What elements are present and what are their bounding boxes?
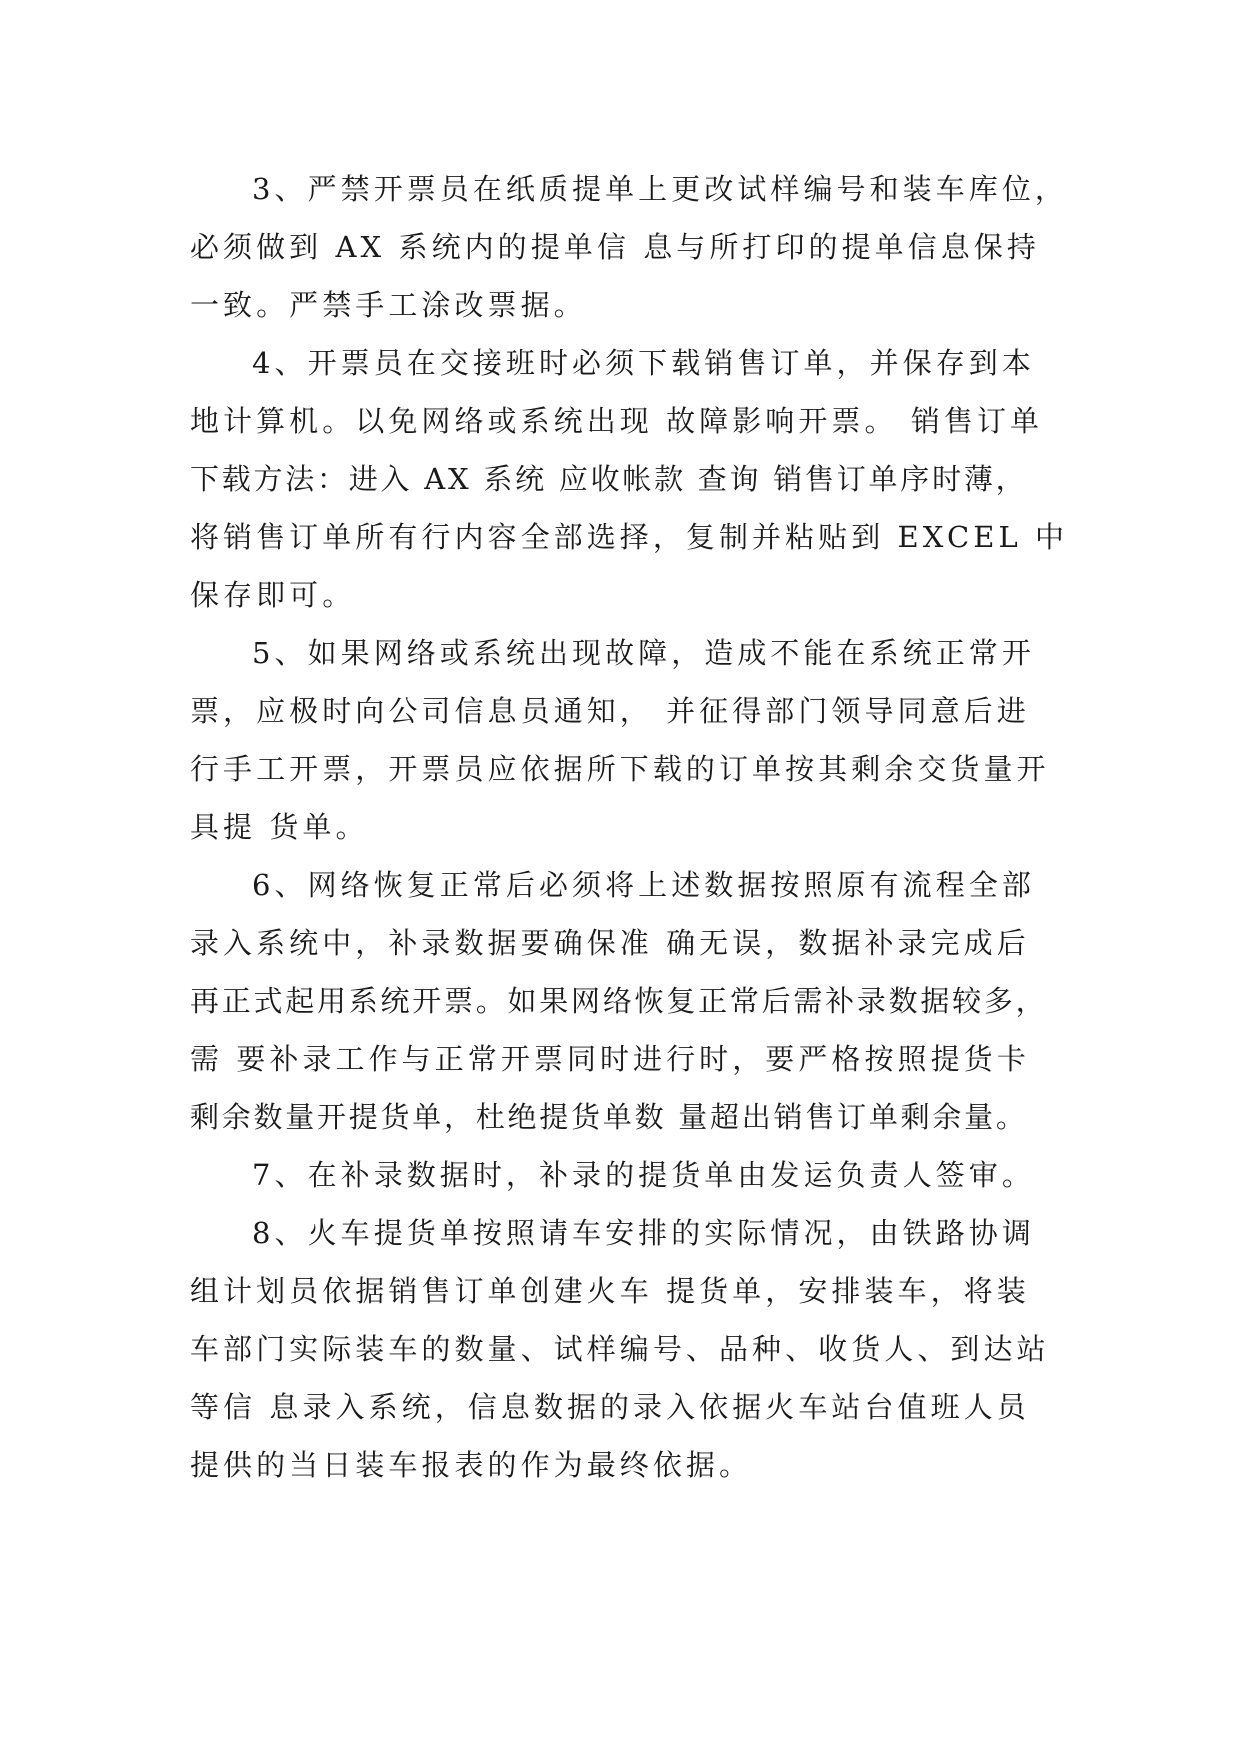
text-line: 下载方法：进入 AX 系统 应收帐款 查询 销售订单序时薄，	[190, 462, 1028, 496]
paragraph-3	[190, 160, 1070, 334]
text-line: 票，应极时向公司信息员通知， 并征得部门领导同意后进	[190, 694, 1030, 728]
text-line: 4、开票员在交接班时必须下载销售订单，并保存到本	[252, 346, 1035, 380]
text-line: 必须做到 AX 系统内的提单信 息与所打印的提单信息保持	[190, 230, 1040, 264]
text-line: 5、如果网络或系统出现故障，造成不能在系统正常开	[252, 636, 1035, 670]
text-line: 将销售订单所有行内容全部选择，复制并粘贴到 EXCEL 中	[190, 520, 1069, 554]
text-line: 8、火车提货单按照请车安排的实际情况，由铁路协调	[252, 1216, 1035, 1250]
text-line: 剩余数量开提货单，杜绝提货单数 量超出销售订单剩余量。	[190, 1100, 1028, 1134]
paragraph-4	[190, 334, 1070, 624]
text-line: 录入系统中，补录数据要确保准 确无误，数据补录完成后	[190, 926, 1030, 960]
text-line: 车部门实际装车的数量、试样编号、品种、收货人、到达站	[190, 1332, 1050, 1366]
text-line: 7、在补录数据时，补录的提货单由发运负责人签审。	[252, 1158, 1035, 1192]
paragraph-7	[190, 1146, 1070, 1204]
text-line: 具提 货单。	[190, 810, 369, 844]
paragraph-5	[190, 624, 1070, 856]
text-line: 等信 息录入系统，信息数据的录入依据火车站台值班人员	[190, 1390, 1030, 1424]
text-line: 3、严禁开票员在纸质提单上更改试样编号和装车库位，	[252, 172, 1068, 206]
text-line: 行手工开票，开票员应依据所下载的订单按其剩余交货量开	[190, 752, 1050, 786]
text-line: 再正式起用系统开票。如果网络恢复正常后需补录数据较多，	[190, 984, 1048, 1018]
paragraph-6	[190, 856, 1070, 1146]
paragraph-8	[190, 1204, 1070, 1494]
text-line: 一致。严禁手工涂改票据。	[190, 288, 587, 322]
text-line: 需 要补录工作与正常开票同时进行时，要严格按照提货卡	[190, 1042, 1030, 1076]
text-line: 提供的当日装车报表的作为最终依据。	[190, 1448, 753, 1482]
text-line: 组计划员依据销售订单创建火车 提货单，安排装车，将装	[190, 1274, 1030, 1308]
text-line: 地计算机。以免网络或系统出现 故障影响开票。 销售订单	[190, 404, 1044, 438]
document-body	[190, 160, 1070, 1494]
text-line: 6、网络恢复正常后必须将上述数据按照原有流程全部	[252, 868, 1035, 902]
text-line: 保存即可。	[190, 578, 356, 612]
